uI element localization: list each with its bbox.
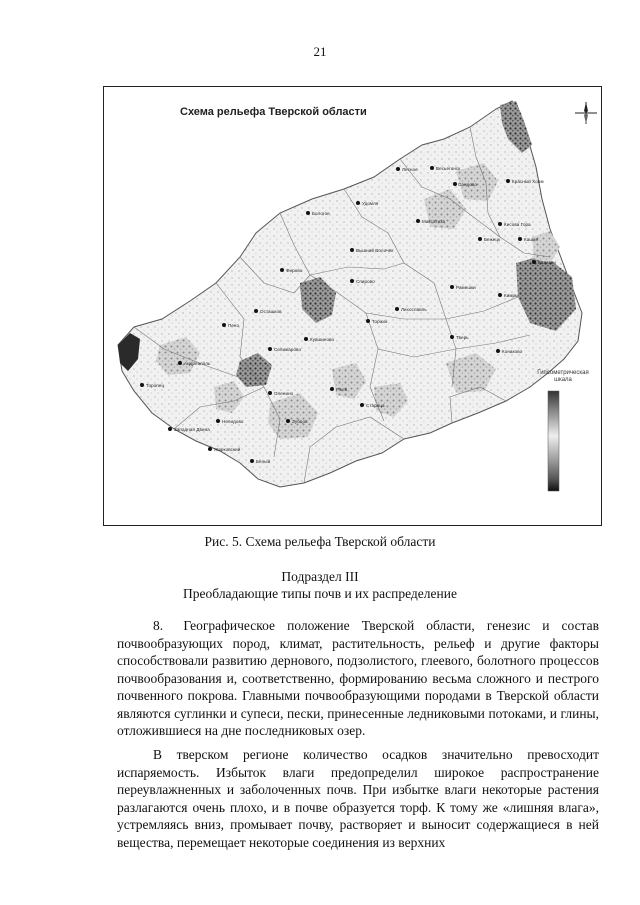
city-label: Кувшиново: [310, 337, 335, 342]
legend-title: Гипсометрическая шкала: [537, 370, 589, 383]
city-marker: [254, 309, 258, 313]
city-label: Оленино: [274, 391, 294, 396]
city-marker: [430, 166, 434, 170]
city-marker: [518, 237, 522, 241]
city-label: Сандово: [458, 182, 477, 187]
city-label: Лихославль: [401, 307, 427, 312]
city-marker: [222, 323, 226, 327]
city-marker: [268, 391, 272, 395]
city-label: Бежецк: [484, 237, 501, 242]
city-label: Зубцов: [292, 419, 308, 424]
city-marker: [395, 307, 399, 311]
city-label: Пено: [228, 323, 240, 328]
city-marker: [280, 268, 284, 272]
city-label: Западная Двина: [174, 427, 210, 432]
city-marker: [416, 219, 420, 223]
city-marker: [496, 349, 500, 353]
city-label: Бологое: [312, 211, 330, 216]
city-marker: [478, 237, 482, 241]
city-label: Тверь: [456, 335, 469, 340]
city-label: Удомля: [362, 201, 379, 206]
city-label: Селижарово: [274, 347, 302, 352]
paragraph: В тверском регионе количество осадков значительно превосходит испаряемость. Избыток влаги предопределил широкое распространение переувлажненных и заболоченных почв. При избытке влаги некоторые растения разлагаются очень плохо, и в почве образуется торф. К тому же «лишняя влага», устремляясь вниз, промывает почву, растворяет и выносит содержащиеся в ней вещества, перемещает некоторые соединения из верхних: [117, 747, 599, 850]
hypsometric-scale: [548, 391, 559, 491]
city-label: Спирово: [356, 279, 375, 284]
city-label: Калязин: [538, 260, 556, 265]
compass-rose: [575, 102, 597, 124]
city-marker: [350, 248, 354, 252]
city-label: Кимры: [504, 293, 519, 298]
city-label: Красный Холм: [512, 179, 544, 184]
city-marker: [506, 179, 510, 183]
city-label: Кесова Гора: [504, 222, 531, 227]
city-label: Фирово: [286, 268, 303, 273]
page-number: 21: [313, 44, 327, 59]
city-marker: [532, 260, 536, 264]
city-marker: [140, 383, 144, 387]
city-label: Андреаполь: [184, 361, 211, 366]
city-label: Осташков: [260, 309, 282, 314]
city-label: Белый: [256, 459, 271, 464]
city-label: Жарковский: [214, 447, 241, 452]
city-marker: [216, 419, 220, 423]
city-marker: [450, 335, 454, 339]
city-label: Старица: [366, 403, 385, 408]
city-marker: [178, 361, 182, 365]
city-marker: [306, 211, 310, 215]
city-marker: [168, 427, 172, 431]
city-label: Торжок: [372, 319, 388, 324]
city-marker: [396, 167, 400, 171]
city-marker: [356, 201, 360, 205]
city-marker: [330, 387, 334, 391]
city-marker: [250, 459, 254, 463]
city-label: Рамешки: [456, 285, 476, 290]
figure-caption: Рис. 5. Схема рельефа Тверской области: [204, 534, 436, 549]
city-label: Кашин: [524, 237, 539, 242]
city-marker: [450, 285, 454, 289]
city-marker: [304, 337, 308, 341]
city-label: Лесное: [402, 167, 418, 172]
city-marker: [208, 447, 212, 451]
paragraph: 8. Географическое положение Тверской области, генезис и состав почвообразующих пород, климат, растительность, рельеф и другие факторы способствовали развитию дернового, подзолистого, глеевого, болотного процессов почвообразования и, соответственно, формированию весьма сложного и пестрого почвенного покрова. Главными почвообразующими породами в Тверской области являются суглинки и супеси, пески, принесенные ледниковыми потоками, и глины, отложившиеся на дне последниковых озер.: [117, 618, 599, 738]
city-marker: [286, 419, 290, 423]
city-marker: [360, 403, 364, 407]
city-marker: [268, 347, 272, 351]
city-label: Весьегонск: [436, 166, 461, 171]
city-marker: [453, 182, 457, 186]
city-marker: [498, 222, 502, 226]
map-title: Схема рельефа Тверской области: [180, 106, 367, 118]
city-label: Вышний Волочёк: [356, 248, 394, 253]
city-marker: [350, 279, 354, 283]
city-label: Нелидово: [222, 419, 244, 424]
city-label: Максатиха: [422, 219, 446, 224]
section-title: Подраздел III: [281, 569, 359, 584]
section-subtitle: Преобладающие типы почв и их распределение: [183, 586, 457, 601]
city-label: Конаково: [502, 349, 523, 354]
relief-map: [104, 87, 601, 525]
city-label: Торопец: [146, 383, 165, 388]
city-label: Ржев: [336, 387, 348, 392]
relief-map-figure: [103, 86, 602, 526]
city-marker: [498, 293, 502, 297]
city-marker: [366, 319, 370, 323]
